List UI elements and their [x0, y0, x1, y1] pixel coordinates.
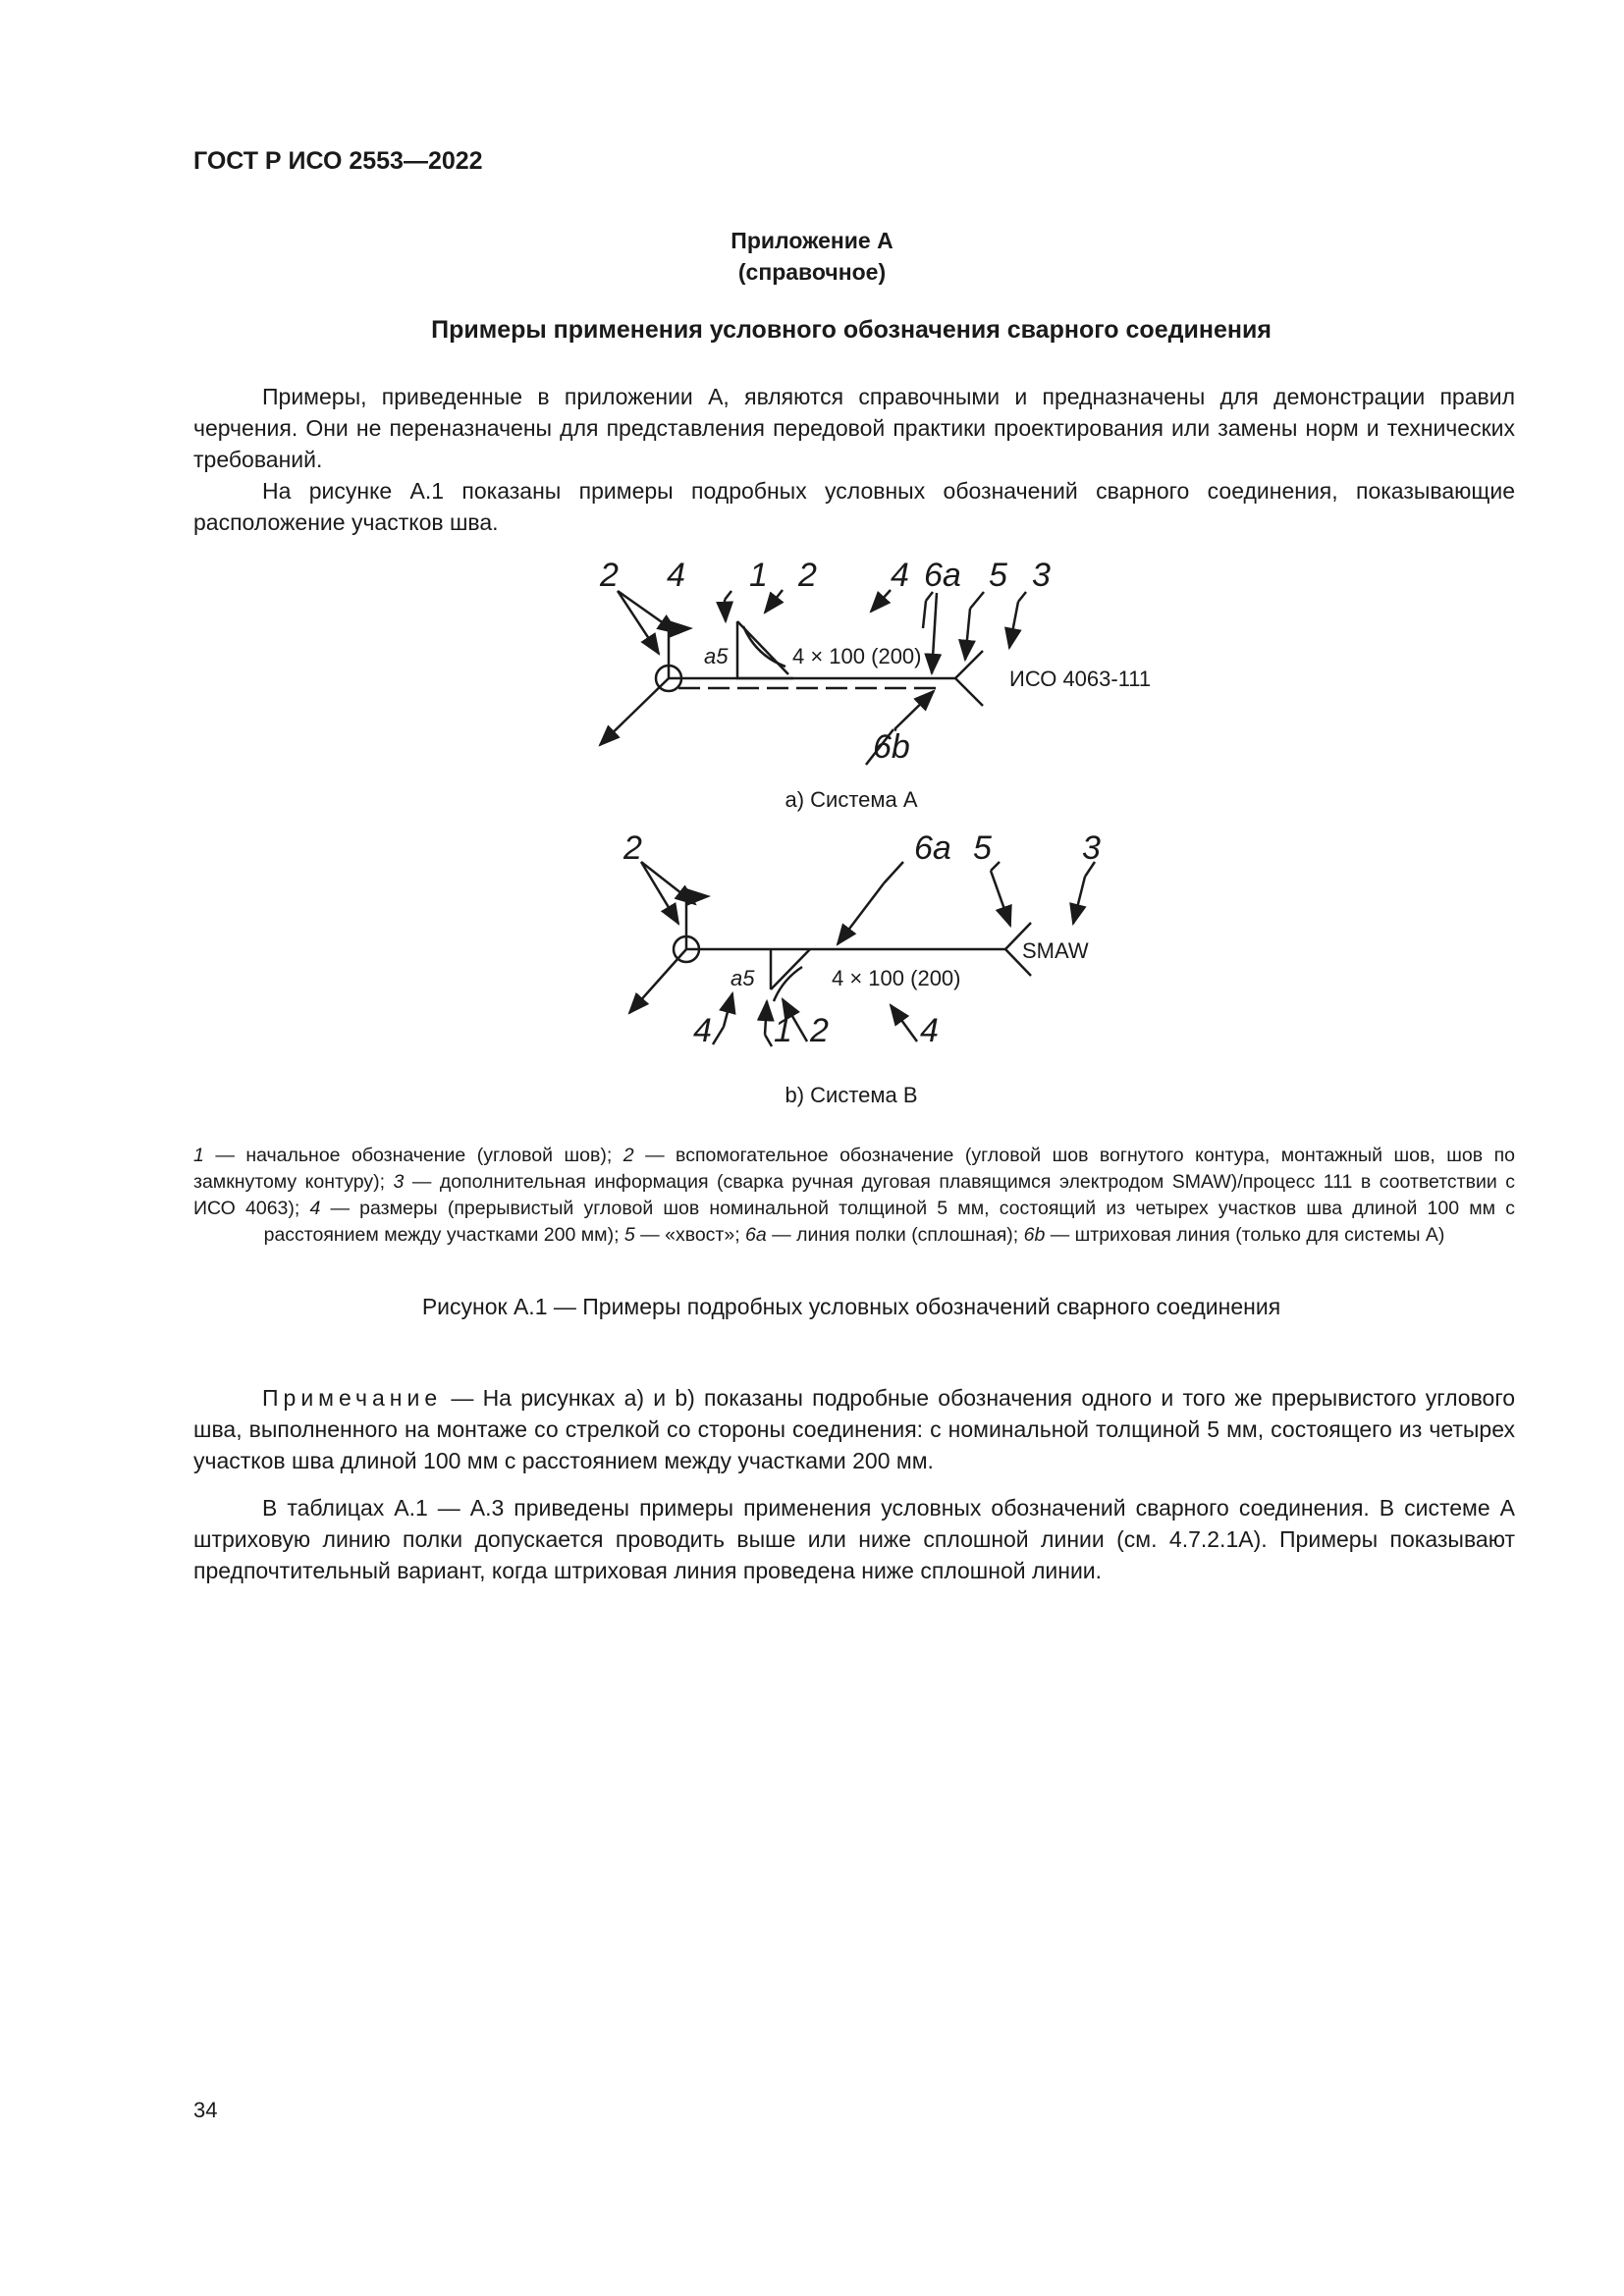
figure-caption: Рисунок А.1 — Примеры подробных условных обозначений сварного соединения: [421, 1294, 1281, 1319]
figure-a-label: 2: [600, 557, 619, 594]
tail-icon: [955, 651, 983, 678]
figure-a-label: 3: [1032, 557, 1051, 594]
figure-b-label: 3: [1082, 829, 1101, 867]
figure-b-caption: b) Система В: [785, 1083, 918, 1107]
note-label: Примечание: [262, 1385, 443, 1411]
legend-text: — начальное обозначение (угловой шов);: [203, 1145, 623, 1166]
section-title: Примеры применения условного обозначения сварного соединения: [431, 316, 1272, 344]
legend-key: 6b: [1023, 1224, 1046, 1246]
figure-a-label: 6a: [924, 557, 961, 594]
arrow-line: [629, 949, 686, 1013]
figure-b-label: 4: [920, 1012, 939, 1049]
figure-b-diagram: [550, 825, 1159, 1060]
legend-key: 3: [393, 1171, 405, 1193]
legend-key: 1: [193, 1145, 204, 1166]
legend-text: — штриховая линия (только для системы А): [1045, 1224, 1445, 1246]
figure-a-label: 4: [891, 557, 909, 594]
closing-paragraph: В таблицах А.1 — А.3 приведены примеры применения условных обозначений сварного соединения. В системе А штриховую линию полки допускается проводить выше или ниже сплошной линии (см. 4.7.2.1А). Примеры показывают предпочтительный вариант, когда штриховая линия проведена ниже сплошной линии.: [193, 1495, 1515, 1583]
legend-text: — вспомогательное обозначение (угловой шов вогнутого контура, монтажный шов, шов по замкнутому контуру);: [193, 1145, 1515, 1193]
figure-b-label: 6a: [914, 829, 951, 867]
figure-b-label: 2: [623, 829, 642, 867]
annex-status: (справочное): [737, 259, 887, 285]
intro-paragraph-1: Примеры, приведенные в приложении А, являются справочными и предназначены для демонстрации правил черчения. Они не переназначены для представления передовой практики проектирования или замены норм и технических требований.: [193, 384, 1515, 472]
figure-legend: [193, 1143, 1515, 1249]
weld-dimension: 4 × 100 (200): [792, 644, 922, 668]
legend-key: 5: [623, 1224, 635, 1246]
page-number: 34: [193, 2098, 218, 2122]
arrow-line: [600, 678, 669, 745]
figure-a-label: 4: [667, 557, 685, 594]
figure-a-label: 1: [749, 557, 768, 594]
legend-key: 2: [623, 1145, 634, 1166]
weld-dimension: 4 × 100 (200): [832, 966, 961, 990]
legend-text: — «хвост»;: [634, 1224, 746, 1246]
legend-text: — размеры (прерывистый угловой шов номинальной толщиной 5 мм, состоящий из четырех участков шва длиной 100 мм с расстоянием между участками 200 мм);: [263, 1198, 1515, 1246]
weld-leg-size: a5: [704, 644, 729, 668]
field-weld-flag-icon: [686, 888, 711, 906]
legend-key: 6a: [745, 1224, 767, 1246]
document-code: ГОСТ Р ИСО 2553—2022: [193, 147, 483, 175]
tail-text: ИСО 4063-111: [1009, 667, 1152, 691]
intro-paragraph-2: На рисунке А.1 показаны примеры подробных условных обозначений сварного соединения, показывающие расположение участков шва.: [193, 478, 1515, 535]
figure-b-label: 1: [774, 1012, 792, 1049]
figure-b-label: 4: [693, 1012, 712, 1049]
legend-text: — линия полки (сплошная);: [766, 1224, 1024, 1246]
annex-title: Приложение А: [731, 228, 893, 253]
note-paragraph: [193, 1382, 1515, 1476]
legend-key: 4: [309, 1198, 321, 1219]
figure-a-caption: а) Система А: [785, 787, 918, 812]
figure-a-label: 5: [989, 557, 1007, 594]
tail-text: SMAW: [1022, 938, 1089, 963]
figure-a-label: 6b: [873, 728, 910, 766]
figure-b-label: 2: [810, 1012, 829, 1049]
figure-a-diagram: [550, 550, 1159, 815]
legend-text: — дополнительная информация (сварка ручная дуговая плавящимся электродом SMAW)/процесс 111 в соответствии с ИСО 4063);: [193, 1171, 1516, 1219]
field-weld-flag-icon: [669, 620, 693, 638]
note-text: — На рисунках а) и b) показаны подробные обозначения одного и того же прерывистого углового шва, выполненного на монтаже со стрелкой со стороны соединения: с номинальной толщиной 5 мм, состоящего из четырех участков шва длиной 100 мм с расстоянием между участками 200 мм.: [193, 1385, 1515, 1473]
figure-b-label: 5: [973, 829, 992, 867]
weld-leg-size: a5: [731, 966, 755, 990]
figure-a-label: 2: [798, 557, 817, 594]
